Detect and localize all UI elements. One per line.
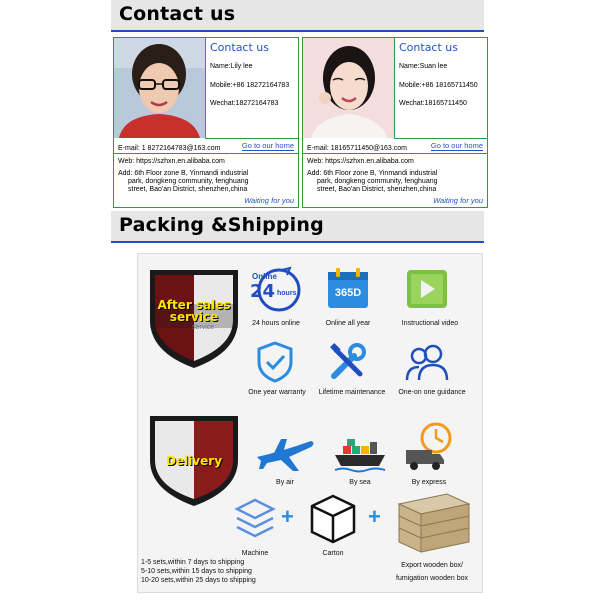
contact-mobile: Mobile:+86 18165711450: [399, 82, 478, 89]
badge-365: 365D: [334, 287, 362, 299]
ship-icon: [333, 434, 387, 474]
layers-icon: [233, 496, 277, 544]
contact-name: Name:Suan lee: [399, 63, 448, 70]
truck-clock-icon: [402, 420, 456, 474]
avatar: [114, 38, 205, 138]
delivery-label: Delivery: [165, 454, 223, 468]
packing-shipping-panel: [137, 253, 483, 593]
packing-section-underline: [111, 241, 484, 243]
delivery-shield-icon: [146, 412, 242, 508]
contact-address-line: park, dongkeng community, fenghuang: [317, 178, 438, 185]
badge-online: Online: [252, 272, 277, 281]
contact-name: Name:Lily lee: [210, 63, 253, 70]
caption-lifetime-maintenance: Lifetime maintenance: [318, 389, 386, 396]
caption-by-sea: By sea: [349, 479, 371, 486]
calendar-365-icon: [325, 266, 371, 312]
caption-24-hours: 24 hours online: [252, 320, 300, 327]
badge-24: 24: [250, 281, 276, 302]
caption-wooden-box: Export wooden box/: [401, 562, 463, 569]
contact-address-line: street, Bao'an District, shenzhen,china: [317, 186, 437, 193]
tools-icon: [326, 340, 370, 384]
contact-section-underline: [111, 30, 484, 32]
caption-by-express: By express: [411, 479, 447, 486]
contact-info-box: [394, 38, 487, 139]
users-icon: [403, 340, 451, 384]
contact-mobile: Mobile:+86 18272164783: [210, 82, 290, 89]
box-icon: [308, 492, 358, 546]
after-sales-label: After sales service: [157, 298, 231, 324]
caption-fumigation-box: fumigation wooden box: [396, 575, 468, 582]
caption-one-year-warranty: One year warranty: [248, 389, 306, 396]
airplane-icon: [253, 431, 317, 475]
warranty-shield-icon: [253, 340, 297, 384]
packing-section-title: Packing &Shipping: [119, 214, 324, 236]
contact-web: Web: https://szhxn.en.alibaba.com: [118, 158, 225, 165]
caption-machine: Machine: [241, 550, 269, 557]
contact-address-line: Add: 6th Floor zone B, Yinmandi industrial: [307, 170, 438, 177]
go-home-link[interactable]: Go to our home: [241, 141, 294, 150]
caption-one-on-one-guidance: One-on one guidance: [398, 389, 466, 396]
contact-wechat: Wechat:18272164783: [210, 100, 279, 107]
plus-icon: +: [281, 504, 294, 529]
avatar: [303, 38, 394, 138]
packing-section-header: [111, 211, 484, 241]
wooden-box-icon: [393, 490, 473, 556]
contact-email: E-mail: 1 8272164783@163.com: [118, 145, 221, 152]
contact-card-lily: [113, 37, 299, 208]
contact-email: E-mail: 18165711450@163.com: [307, 145, 407, 152]
divider: [303, 153, 487, 154]
contact-heading: Contact us: [210, 41, 269, 54]
plus-icon: +: [368, 504, 381, 529]
after-sales-sub: service: [192, 324, 215, 331]
after-sales-shield-icon: [146, 264, 242, 370]
caption-instructional-video: Instructional video: [401, 320, 459, 327]
contact-section-title: Contact us: [119, 3, 236, 25]
contact-address-line: Add: 6th Floor zone B, Yinmandi industrial: [118, 170, 249, 177]
contact-web: Web: https://szhxn.en.alibaba.com: [307, 158, 414, 165]
divider: [114, 153, 298, 154]
caption-online-all-year: Online all year: [325, 320, 371, 327]
lead-time-line: 10-20 sets,within 25 days to shipping: [141, 577, 256, 584]
go-home-link[interactable]: Go to our home: [430, 141, 483, 150]
contact-heading: Contact us: [399, 41, 458, 54]
video-icon: [405, 266, 449, 312]
contact-address-line: street, Bao'an District, shenzhen,china: [128, 186, 248, 193]
contact-wechat: Wechat:18165711450: [399, 100, 467, 107]
lead-time-line: 5-10 sets,within 15 days to shipping: [141, 568, 252, 575]
caption-by-air: By air: [276, 479, 294, 486]
waiting-text: Waiting for you: [244, 196, 294, 205]
clock-24-icon: [246, 264, 306, 314]
contact-section-header: [111, 0, 484, 30]
contact-details: [114, 139, 298, 207]
caption-carton: Carton: [322, 550, 344, 557]
waiting-text: Waiting for you: [433, 196, 483, 205]
contact-address-line: park, dongkeng community, fenghuang: [128, 178, 249, 185]
contact-info-box: [205, 38, 298, 139]
contact-card-suan: [302, 37, 488, 208]
lead-time-line: 1-5 sets,within 7 days to shipping: [141, 559, 245, 566]
contact-details: [303, 139, 487, 207]
badge-hours: hours: [277, 290, 297, 297]
